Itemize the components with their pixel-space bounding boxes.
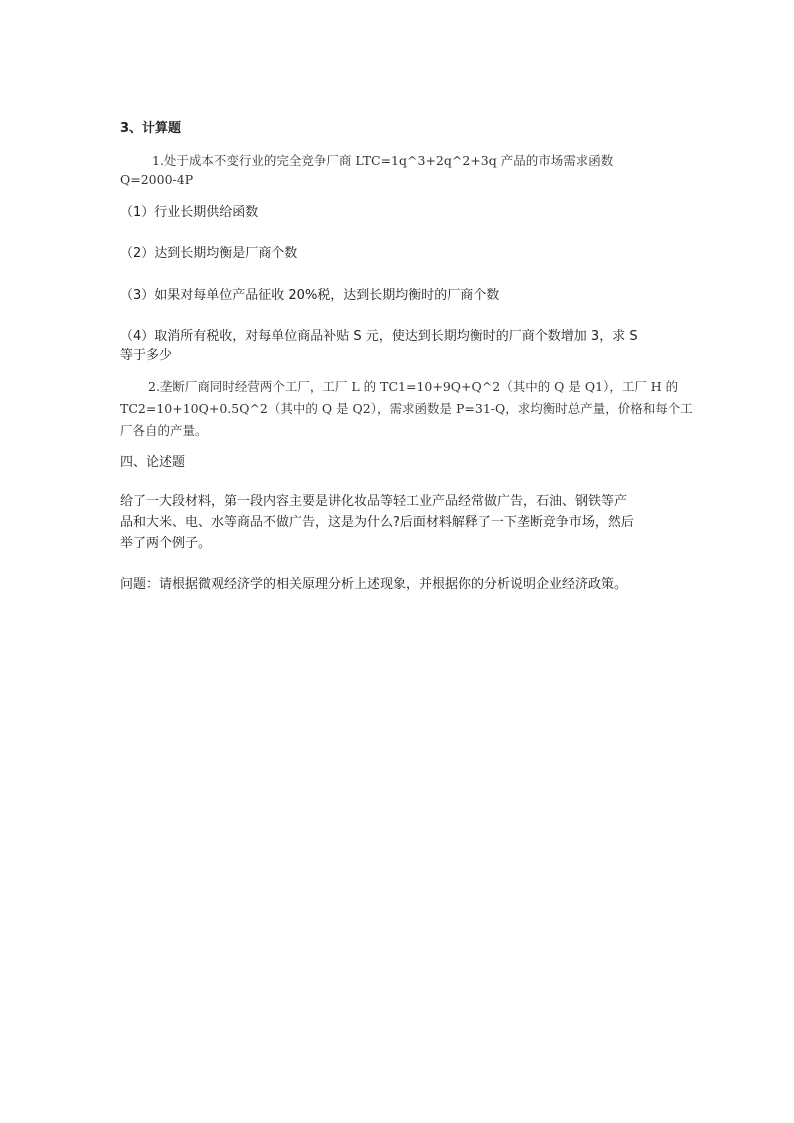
section-heading-calculation: 3、计算题 <box>120 121 182 136</box>
essay-material-line-3: 举了两个例子。 <box>120 536 212 551</box>
sub-question-3: （3）如果对每单位产品征收 20%税，达到长期均衡时的厂商个数 <box>120 288 500 303</box>
problem-1-line-2: Q=2000-4P <box>120 172 194 187</box>
section-heading-essay: 四、论述题 <box>120 455 186 470</box>
essay-material-line-1: 给了一大段材料，第一段内容主要是讲化妆品等轻工业产品经常做广告，石油、钢铁等产 <box>120 494 628 509</box>
sub-question-4-line-2: 等于多少 <box>120 348 173 363</box>
sub-question-1: （1）行业长期供给函数 <box>120 205 259 220</box>
essay-question: 问题：请根据微观经济学的相关原理分析上述现象，并根据你的分析说明企业经济政策。 <box>120 577 628 592</box>
essay-material-line-2: 品和大米、电、水等商品不做广告，这是为什么?后面材料解释了一下垄断竞争市场，然后 <box>120 515 634 530</box>
sub-question-4-line-1: （4）取消所有税收，对每单位商品补贴 S 元，使达到长期均衡时的厂商个数增加 3，求 S <box>120 329 638 344</box>
problem-1-line-1: 1.处于成本不变行业的完全竞争厂商 LTC=1q^3+2q^2+3q 产品的市场需求函数 <box>152 153 614 168</box>
problem-2-line-1: 2.垄断厂商同时经营两个工厂，工厂 L 的 TC1=10+9Q+Q^2（其中的 Q 是 Q1），工厂 H 的 <box>148 379 679 394</box>
problem-2-line-2: TC2=10+10Q+0.5Q^2（其中的 Q 是 Q2），需求函数是 P=31-Q，求均衡时总产量，价格和每个工 <box>120 401 693 416</box>
sub-question-2: （2）达到长期均衡是厂商个数 <box>120 246 298 261</box>
problem-2-line-3: 厂各自的产量。 <box>120 423 208 438</box>
